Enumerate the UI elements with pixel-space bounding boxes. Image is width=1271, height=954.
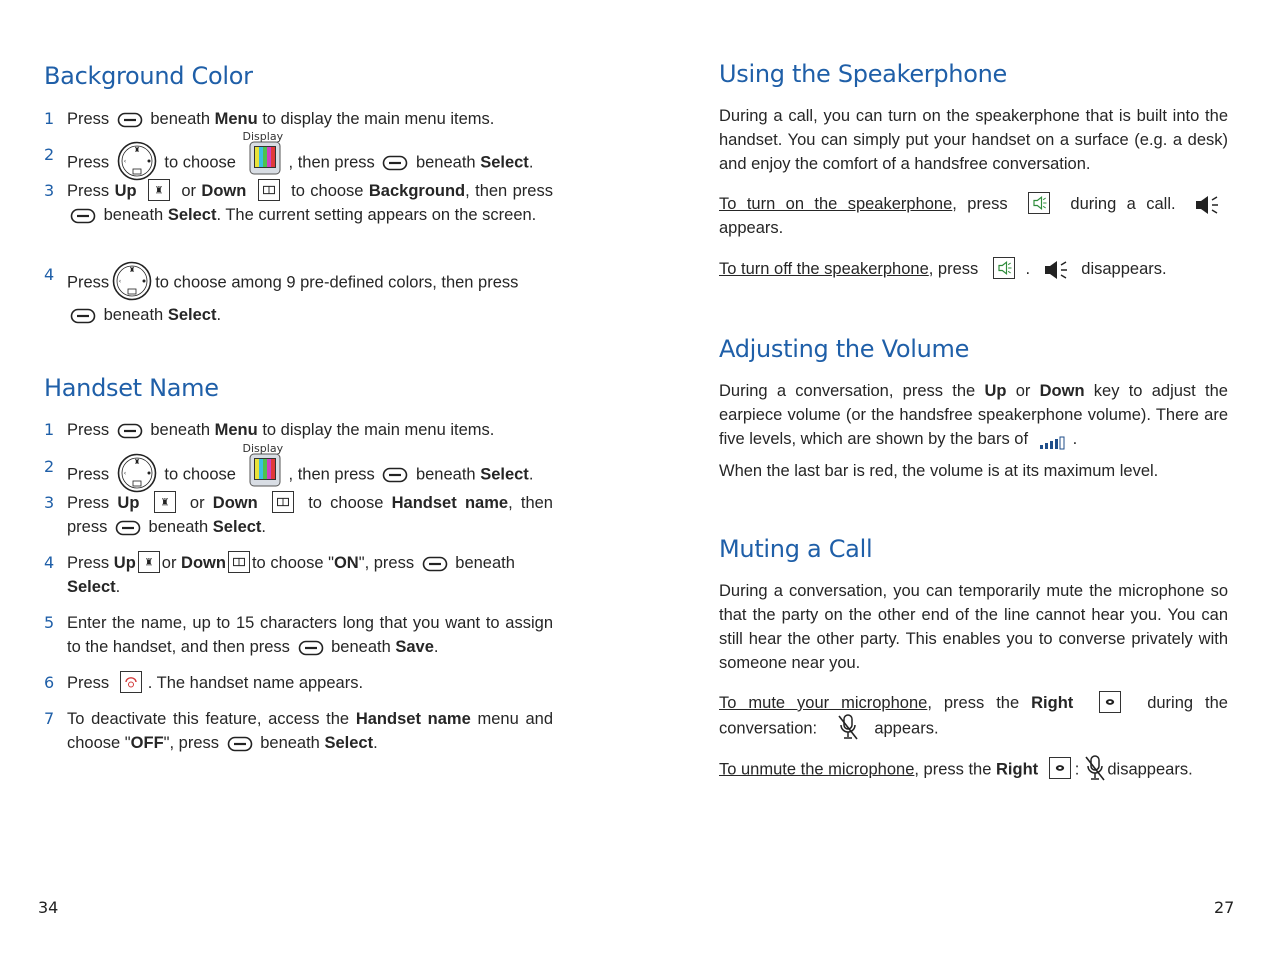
step-text: .: [1072, 430, 1078, 448]
step-text: .: [115, 578, 121, 596]
down-label: Down: [1039, 382, 1085, 400]
background-color-heading: Background Color: [44, 62, 253, 90]
step-text: to choose: [164, 465, 236, 484]
up-label: Up: [984, 382, 1007, 400]
unmute-instructions: [719, 756, 1228, 784]
down-label: Down: [212, 494, 258, 512]
step-number: 2: [44, 145, 55, 164]
step-text: to choose: [291, 182, 364, 200]
step-text: beneath: [415, 153, 476, 172]
step-number: 5: [44, 613, 55, 632]
volume-heading: Adjusting the Volume: [719, 335, 970, 363]
softkey-icon: [70, 307, 96, 323]
step-number: 3: [44, 181, 55, 200]
mute-icon: [1083, 754, 1107, 782]
step-number: 6: [44, 673, 55, 692]
select-label: Select: [167, 306, 217, 324]
speakerphone-heading: Using the Speakerphone: [719, 60, 1007, 88]
step-text: or: [189, 494, 205, 512]
menu-label: Menu: [214, 110, 258, 128]
step-number: 1: [44, 420, 55, 439]
menu-label: Menu: [214, 421, 258, 439]
muting-heading: Muting a Call: [719, 535, 873, 563]
softkey-icon: [382, 466, 408, 482]
step-number: 4: [44, 553, 55, 572]
step-text: beneath: [455, 554, 515, 572]
bg-step-1: [44, 107, 553, 131]
hn-step-7: [44, 707, 553, 755]
softkey-icon: [115, 519, 141, 535]
step-text: to choose: [308, 494, 384, 512]
down-key-icon: [272, 491, 294, 513]
step-text: ", press: [163, 734, 220, 752]
step-text: . The handset name appears.: [147, 674, 364, 692]
step-text: appears.: [874, 719, 939, 738]
down-key-icon: [228, 551, 250, 573]
bg-step-3: [44, 179, 553, 227]
up-key-icon: [154, 491, 176, 513]
step-text: , then press: [288, 153, 375, 172]
select-label: Select: [212, 518, 262, 536]
step-text: beneath: [150, 421, 211, 439]
instruction-heading: To turn on the speakerphone: [719, 195, 953, 213]
speakerphone-intro: During a call, you can turn on the speakerphone that is built into the handset. You can simply put your handset on a surface (e.g. a desk) and enjoy the comfort of a handsfree conversation.: [719, 107, 1228, 173]
step-text: Press: [67, 421, 110, 439]
step-text: .: [528, 153, 534, 172]
softkey-icon: [117, 422, 143, 438]
step-text: , press the: [927, 694, 1020, 712]
step-text: .: [528, 465, 534, 484]
display-icon-label: Display: [242, 442, 284, 455]
step-text: beneath: [150, 110, 211, 128]
step-text: to choose: [164, 153, 236, 172]
softkey-icon: [382, 154, 408, 170]
volume-bars-icon: [1039, 433, 1067, 447]
speakerphone-on-instructions: [719, 192, 1228, 240]
step-text: beneath: [415, 465, 476, 484]
volume-instructions: [719, 379, 1228, 451]
display-icon: [242, 442, 284, 489]
nav-key-icon: [112, 261, 152, 301]
step-text: , then press: [288, 465, 375, 484]
step-text: .: [216, 306, 222, 324]
step-text: or: [1015, 382, 1031, 400]
step-text: to choose ": [251, 554, 334, 572]
step-number: 7: [44, 709, 55, 728]
step-text: disappears.: [1107, 760, 1193, 779]
hn-step-1: [44, 418, 553, 442]
speakerphone-off-instructions: [719, 257, 1228, 281]
step-text: .: [1025, 260, 1031, 278]
step-text: :: [1074, 760, 1080, 779]
step-text: , press the: [914, 760, 992, 779]
step-text: to choose among 9 pre-defined colors, then press: [155, 273, 519, 292]
step-text: To deactivate this feature, access the: [67, 710, 350, 728]
step-number: 2: [44, 457, 55, 476]
up-key-icon: [148, 179, 170, 201]
step-text: , press: [928, 260, 979, 278]
softkey-icon: [422, 555, 448, 571]
step-text: , press: [952, 195, 1008, 213]
right-key-icon: [1099, 691, 1121, 713]
down-label: Down: [181, 554, 226, 572]
softkey-icon: [298, 639, 324, 655]
step-number: 1: [44, 109, 55, 128]
speaker-on-icon: [1041, 260, 1071, 280]
mute-icon: [836, 713, 860, 741]
select-label: Select: [167, 206, 217, 224]
save-label: Save: [395, 638, 434, 656]
hn-step-5: [44, 611, 553, 659]
step-text: disappears.: [1081, 260, 1167, 278]
page-number-left: 34: [38, 898, 59, 917]
instruction-heading: To mute your microphone: [719, 694, 928, 712]
nav-key-icon: [117, 141, 157, 181]
step-text: Press: [67, 465, 110, 484]
softkey-icon: [117, 111, 143, 127]
bg-step-2: [44, 130, 553, 183]
muting-intro: During a conversation, you can temporarily mute the microphone so that the party on the other end of the line cannot hear you. You can still hear the other party. This enables you to converse privately with someone near you.: [719, 582, 1228, 672]
step-text: , then press: [67, 494, 553, 536]
mute-instructions: [719, 691, 1228, 743]
step-text: during the conversation:: [719, 694, 1228, 738]
right-key-icon: [1049, 757, 1071, 779]
up-label: Up: [113, 554, 136, 572]
step-number: 3: [44, 493, 55, 512]
hn-step-4: [44, 551, 553, 599]
step-text: menu and choose ": [67, 710, 553, 752]
step-text: or: [181, 182, 197, 200]
step-text: .: [433, 638, 439, 656]
step-text: to display the main menu items.: [262, 110, 495, 128]
step-text: Enter the name, up to 15 characters long that you want to assign to the handset, and then press: [67, 614, 553, 656]
hn-step-2: [44, 442, 553, 495]
step-text: .: [261, 518, 267, 536]
select-label: Select: [324, 734, 374, 752]
bg-step-4: [44, 263, 553, 327]
step-text: beneath: [331, 638, 391, 656]
step-text: Press: [67, 674, 110, 692]
softkey-icon: [227, 735, 253, 751]
select-label: Select: [67, 578, 116, 596]
step-text: .: [373, 734, 378, 752]
step-text: Press: [67, 273, 110, 292]
softkey-icon: [70, 207, 96, 223]
display-icon-label: Display: [242, 130, 284, 143]
nav-key-icon: [117, 453, 157, 493]
up-label: Up: [114, 182, 137, 200]
step-text: beneath: [103, 306, 164, 324]
step-text: beneath: [103, 206, 164, 224]
end-call-key-icon: [120, 671, 142, 693]
up-label: Up: [117, 494, 140, 512]
step-text: to display the main menu items.: [262, 421, 495, 439]
step-text: During a conversation, press the: [719, 382, 976, 400]
speaker-key-icon: [1028, 192, 1050, 214]
on-label: ON: [333, 554, 359, 572]
step-text: Press: [67, 110, 110, 128]
step-number: 4: [44, 265, 55, 284]
step-text: ", press: [358, 554, 415, 572]
up-key-icon: [138, 551, 160, 573]
select-label: Select: [480, 153, 529, 172]
handset-name-label: Handset name: [355, 710, 471, 728]
off-label: OFF: [130, 734, 164, 752]
instruction-heading: To turn off the speakerphone: [719, 260, 929, 278]
handset-name-heading: Handset Name: [44, 374, 219, 402]
hn-step-6: [44, 671, 553, 695]
right-label: Right: [1031, 694, 1074, 712]
step-text: Press: [67, 182, 110, 200]
instruction-heading: To unmute the microphone: [719, 760, 915, 779]
select-label: Select: [480, 465, 529, 484]
volume-max-note: When the last bar is red, the volume is at its maximum level.: [719, 462, 1159, 480]
step-text: key to adjust the earpiece volume (or the handsfree speakerphone volume). There are five levels, which are shown by the bars of: [719, 382, 1228, 448]
handset-name-label: Handset name: [391, 494, 509, 512]
page-number-right: 27: [1214, 898, 1235, 917]
hn-step-3: [44, 491, 553, 539]
speaker-on-icon: [1192, 195, 1222, 215]
right-label: Right: [996, 760, 1039, 779]
step-text: Press: [67, 494, 110, 512]
step-text: appears.: [719, 219, 784, 237]
speaker-key-icon: [993, 257, 1015, 279]
down-label: Down: [201, 182, 247, 200]
step-text: , then press: [465, 182, 553, 200]
step-text: during a call.: [1070, 195, 1176, 213]
step-text: beneath: [260, 734, 320, 752]
background-label: Background: [368, 182, 466, 200]
step-text: . The current setting appears on the screen.: [216, 206, 537, 224]
step-text: or: [161, 554, 177, 572]
display-icon: [242, 130, 284, 177]
step-text: Press: [67, 554, 110, 572]
step-text: beneath: [148, 518, 209, 536]
down-key-icon: [258, 179, 280, 201]
step-text: Press: [67, 153, 110, 172]
